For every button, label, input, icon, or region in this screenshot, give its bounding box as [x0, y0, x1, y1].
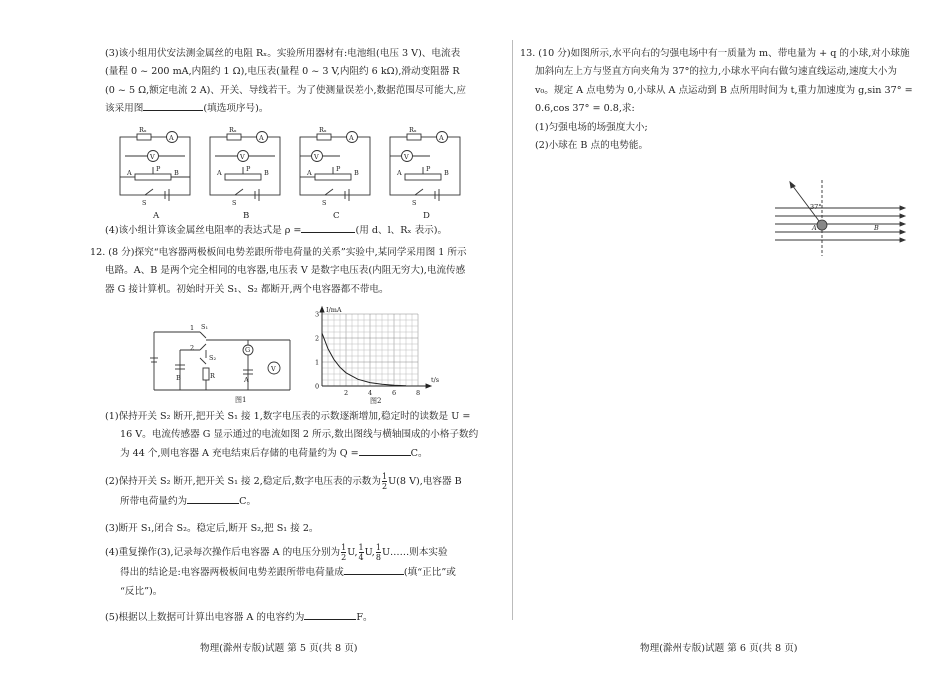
y-tick-label: 1: [315, 358, 320, 367]
node-1-label: 1: [190, 324, 195, 332]
figure-1-circuit: [140, 320, 300, 405]
column-divider: [512, 40, 513, 620]
answer-blank[interactable]: [304, 609, 356, 620]
fraction-1-4: $\frac{1}{4}$: [358, 543, 364, 562]
answer-blank[interactable]: [143, 100, 203, 111]
terminal-a-label: A: [307, 169, 312, 177]
q11-3-line-3: (0 ~ 5 Ω,额定电流 2 A)、开关、导线若干。为了使测量误差小,数据范围尽可能大,应: [105, 84, 466, 96]
page-5-footer: 物理(滁州专版)试题 第 5 页(共 8 页): [200, 643, 358, 654]
circuit-diagram-c: [300, 132, 370, 202]
cap-b-label: B: [176, 374, 181, 382]
answer-blank[interactable]: [359, 445, 411, 456]
point-a-label: A: [812, 224, 817, 232]
ammeter-label: A: [439, 134, 444, 142]
figure-2-caption: 图2: [370, 397, 382, 405]
y-tick-label: 3: [315, 310, 320, 319]
ammeter-label: A: [259, 134, 264, 142]
chart-grid: [322, 314, 418, 386]
terminal-a-label: A: [217, 169, 222, 177]
circuit-diagram-a: [120, 132, 190, 202]
rx-label: Rₓ: [319, 126, 327, 134]
y-tick-label: 2: [315, 334, 320, 343]
terminal-b-label: B: [264, 169, 269, 177]
y-tick-label: 0: [315, 382, 320, 391]
x-tick-label: 4: [368, 389, 373, 397]
rx-label: Rₓ: [139, 126, 147, 134]
ammeter-label: A: [169, 134, 174, 142]
figure-1-caption: 图1: [235, 396, 247, 404]
question-13: 13. (10 分)如图所示,水平向右的匀强电场中有一质量为 m、带电量为 + q 的小球,对小球施 加斜向左上方与竖直方向夹角为 37°的拉力,小球水平向右做匀速直线运动,速度大小为 v₀。规定 A 点电势为 0,小球从 A 点运动到 B 点所用时间为 t,重力加速度为 g,sin 37° = 0.6,cos 37° = 0.8,求: (1)匀强电场的场强度大小; (2)小球在 B 点的电势能。: [520, 48, 913, 152]
terminal-b-label: B: [174, 169, 179, 177]
answer-blank[interactable]: [187, 493, 239, 504]
terminal-p-label: P: [336, 165, 341, 173]
terminal-p-label: P: [156, 165, 161, 173]
galvanometer-label: G: [245, 346, 251, 354]
resistor-label: R: [210, 372, 215, 380]
charged-ball: [817, 220, 827, 230]
rx-label: Rₓ: [409, 126, 417, 134]
circuit-diagram-d: [390, 132, 460, 202]
x-tick-label: 8: [416, 389, 421, 397]
switch-label: S: [412, 199, 417, 207]
q11-3-line-2: (量程 0 ~ 200 mA,内阻约 1 Ω),电压表(量程 0 ~ 3 V,内阻约 6 kΩ),滑动变阻器 R: [105, 66, 460, 78]
terminal-p-label: P: [246, 165, 251, 173]
x-ticks: [344, 389, 420, 397]
ammeter-label: A: [349, 134, 354, 142]
page-6-footer: 物理(滁州专版)试题 第 6 页(共 8 页): [640, 643, 798, 654]
y-ticks: [315, 311, 319, 391]
angle-label: 37°: [810, 203, 822, 211]
voltmeter-label: V: [240, 153, 245, 161]
circuit-options-figure: [115, 125, 475, 220]
q11-3-line-1: (3)该小组用伏安法测金属丝的电阻 Rₓ。实验所用器材有:电池组(电压 3 V)、电流表: [105, 48, 461, 59]
switch-label: S: [142, 199, 147, 207]
fraction-one-half: $\frac{1}{2}$: [382, 472, 388, 491]
question-12-part-1: (1)保持开关 S₂ 断开,把开关 S₁ 接 1,数字电压表的示数逐渐增加,稳定时的读数是 U = 16 V。电流传感器 G 显示通过的电流如图 2 所示,数出图线与横轴围成的小格子数约 为 44 个,则电容器 A 充电结束后存储的电荷量约为 Q = C。: [105, 411, 479, 459]
chart-axes: [320, 307, 431, 388]
circuit-diagram-b: [210, 132, 280, 202]
question-12-part-3: (3)断开 S₁,闭合 S₂。稳定后,断开 S₂,把 S₁ 接 2。: [105, 523, 319, 534]
switch-label: S: [232, 199, 237, 207]
x-tick-label: 6: [392, 389, 397, 397]
terminal-b-label: B: [354, 169, 359, 177]
option-label-a: A: [153, 211, 160, 220]
terminal-a-label: A: [127, 169, 132, 177]
node-2-label: 2: [190, 344, 195, 352]
cap-a-label: A: [244, 376, 249, 384]
fraction-1-8: $\frac{1}{8}$: [375, 543, 381, 562]
q11-3-line-4: 该采用图 (填选项序号)。: [105, 100, 505, 118]
terminal-b-label: B: [444, 169, 449, 177]
question-11-part-3: [105, 45, 505, 119]
terminal-a-label: A: [397, 169, 402, 177]
s1-label: S₁: [201, 323, 209, 331]
question-12-part-4: (4)重复操作(3),记录每次操作后电容器 A 的电压分别为 $\frac{1}{2}$ U, $\frac{1}{4}$ U, $\frac{1}{8}$ U……则本实验 得出的结论是:电容器两极板间电势差跟所带电荷量成 (填“正比”或 “反比”)。: [105, 543, 456, 597]
figure-2-chart: [310, 303, 470, 408]
option-label-d: D: [423, 211, 430, 220]
terminal-p-label: P: [426, 165, 431, 173]
option-label-c: C: [333, 211, 340, 220]
x-axis-label: t/s: [431, 376, 440, 384]
question-12-intro: 12. (8 分)探究“电容器两极板间电势差跟所带电荷量的关系”实验中,某同学采用图 1 所示 电路。A、B 是两个完全相同的电容器,电压表 V 是数字电压表(内阻无穷大),电流传感 器 G 接计算机。初始时开关 S₁、S₂ 都断开,两个电容器都不带电。: [90, 247, 467, 295]
switch-label: S: [322, 199, 327, 207]
voltmeter-label: V: [271, 365, 276, 373]
point-b-label: B: [874, 224, 879, 232]
answer-blank[interactable]: [344, 564, 404, 575]
option-label-b: B: [243, 211, 250, 220]
x-tick-label: 2: [344, 389, 349, 397]
question-11-part-4: (4)该小组计算该金属丝电阻率的表达式是 ρ = (用 d、l、Rₓ 表示)。: [105, 222, 505, 240]
voltmeter-label: V: [314, 153, 319, 161]
voltmeter-label: V: [404, 153, 409, 161]
fraction-1-2: $\frac{1}{2}$: [341, 543, 347, 562]
y-axis-label: I/mA: [326, 306, 342, 314]
voltmeter-label: V: [150, 153, 155, 161]
question-13-figure: [770, 178, 910, 258]
answer-blank[interactable]: [301, 222, 355, 233]
question-12-part-5: (5)根据以上数据可计算出电容器 A 的电容约为 F。: [105, 609, 505, 627]
rx-label: Rₓ: [229, 126, 237, 134]
s2-label: S₂: [209, 354, 217, 362]
question-12-part-2: (2)保持开关 S₂ 断开,把开关 S₁ 接 2,稳定后,数字电压表的示数为 $\frac{1}{2}$ U(8 V),电容器 B 所带电荷量约为 C。: [105, 472, 462, 508]
